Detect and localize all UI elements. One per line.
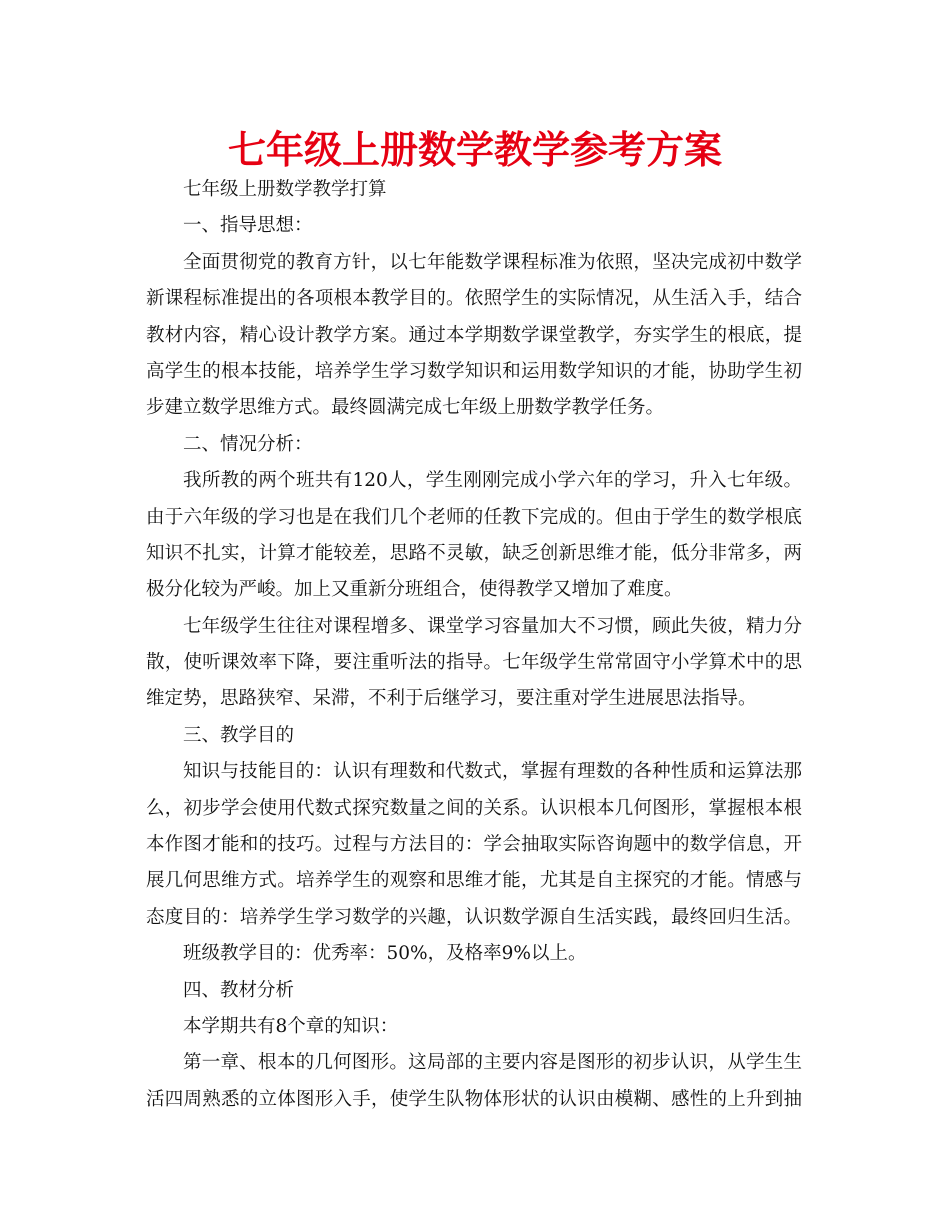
- text-line: 七年级上册数学教学打算: [183, 179, 387, 200]
- text-line: 步建立数学思维方式。最终圆满完成七年级上册数学教学任务。: [146, 397, 665, 419]
- text-line: 七年级学生往往对课程增多、课堂学习容量加大不习惯，顾此失彼，精力分: [183, 615, 802, 637]
- text-line: 二、情况分析：: [183, 433, 313, 455]
- text-line: 么，初步学会使用代数式探究数量之间的关系。认识根本几何图形，掌握根本根: [146, 797, 802, 819]
- text-line: 高学生的根本技能，培养学生学习数学知识和运用数学知识的才能，协助学生初: [146, 360, 802, 382]
- document-body: [146, 172, 802, 1118]
- text-line: 班级教学目的：优秀率：50%，及格率9%以上。: [183, 943, 587, 965]
- text-line: 展几何思维方式。培养学生的观察和思维才能，尤其是自主探究的才能。情感与: [146, 870, 802, 892]
- text-line: 第一章、根本的几何图形。这局部的主要内容是图形的初步认识，从学生生: [183, 1052, 802, 1074]
- text-line: 由于六年级的学习也是在我们几个老师的任教下完成的。但由于学生的数学根底: [146, 506, 802, 528]
- text-line: 本学期共有8个章的知识：: [183, 1015, 399, 1037]
- text-line: 新课程标准提出的各项根本教学目的。依照学生的实际情况，从生活入手，结合: [146, 288, 802, 310]
- text-line: 四、教材分析: [183, 979, 295, 1001]
- text-line: 态度目的：培养学生学习数学的兴趣，认识数学源自生活实践，最终回归生活。: [146, 906, 802, 928]
- text-line: 一、指导思想：: [183, 215, 313, 237]
- document-title: 七年级上册数学教学参考方案: [227, 127, 722, 172]
- text-line: 知识不扎实，计算才能较差，思路不灵敏，缺乏创新思维才能，低分非常多，两: [146, 542, 802, 564]
- text-line: 知识与技能目的：认识有理数和代数式，掌握有理数的各种性质和运算法那: [183, 761, 802, 783]
- text-line: 活四周熟悉的立体图形入手，使学生队物体形状的认识由模糊、感性的上升到抽: [146, 1088, 802, 1110]
- text-line: 三、教学目的: [183, 724, 295, 746]
- text-line: 我所教的两个班共有120人，学生刚刚完成小学六年的学习，升入七年级。: [183, 470, 802, 492]
- text-line: 极分化较为严峻。加上又重新分班组合，使得教学又增加了难度。: [146, 579, 683, 601]
- text-line: 散，使听课效率下降，要注重听法的指导。七年级学生常常固守小学算术中的思: [146, 652, 802, 674]
- text-line: 维定势，思路狭窄、呆滞，不利于后继学习，要注重对学生进展思法指导。: [146, 688, 757, 710]
- text-line: 本作图才能和的技巧。过程与方法目的：学会抽取实际咨询题中的数学信息，开: [146, 834, 802, 856]
- text-line: 全面贯彻党的教育方针，以七年能数学课程标准为依照，坚决完成初中数学: [183, 251, 802, 273]
- text-line: 教材内容，精心设计教学方案。通过本学期数学课堂教学，夯实学生的根底，提: [146, 324, 802, 346]
